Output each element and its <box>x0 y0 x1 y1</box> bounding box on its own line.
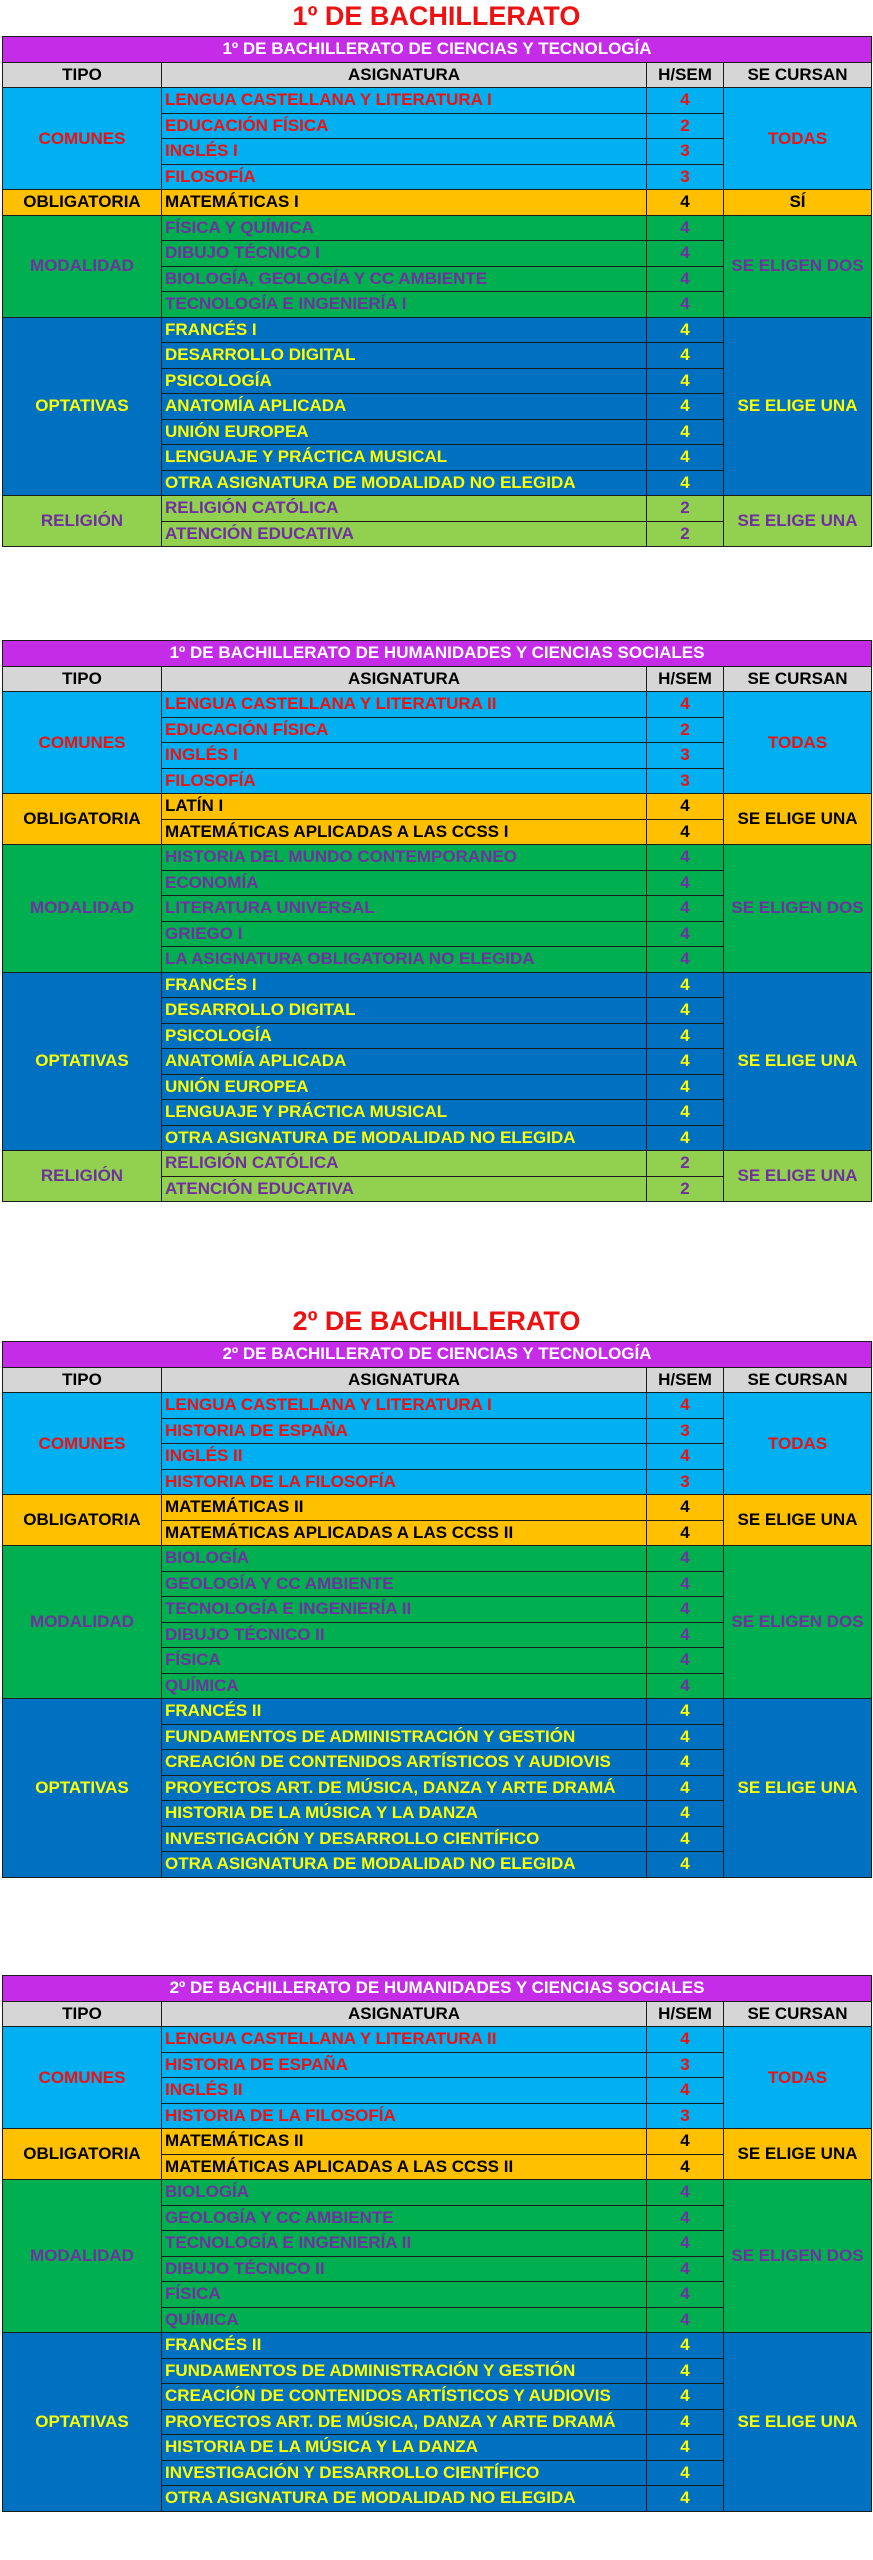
table-row <box>3 215 872 241</box>
hsem-cell: 4 <box>647 2180 724 2206</box>
section-title: 2º DE BACHILLERATO DE HUMANIDADES Y CIENCIAS SOCIALES <box>3 1976 872 2002</box>
hsem-cell: 4 <box>647 1648 724 1674</box>
tipo-cell: RELIGIÓN <box>3 496 162 547</box>
asignatura-cell: RELIGIÓN CATÓLICA <box>162 1151 647 1177</box>
asignatura-cell: ATENCIÓN EDUCATIVA <box>162 521 647 547</box>
hsem-cell: 2 <box>647 1151 724 1177</box>
table-row <box>3 1495 872 1521</box>
hsem-cell: 4 <box>647 1444 724 1470</box>
hsem-cell: 4 <box>647 1074 724 1100</box>
asignatura-cell: FRANCÉS II <box>162 2333 647 2359</box>
hsem-cell: 4 <box>647 2078 724 2104</box>
hsem-cell: 4 <box>647 215 724 241</box>
tipo-cell: OPTATIVAS <box>3 2333 162 2512</box>
schedule-table-1 <box>2 36 872 547</box>
hsem-cell: 4 <box>647 266 724 292</box>
asignatura-cell: LA ASIGNATURA OBLIGATORIA NO ELEGIDA <box>162 947 647 973</box>
asignatura-cell: ECONOMÍA <box>162 870 647 896</box>
cursan-cell: SÍ <box>724 190 872 216</box>
hsem-cell: 2 <box>647 717 724 743</box>
hsem-cell: 4 <box>647 88 724 114</box>
asignatura-cell: LENGUA CASTELLANA Y LITERATURA I <box>162 88 647 114</box>
tipo-cell: OPTATIVAS <box>3 1699 162 1878</box>
table-row <box>3 190 872 216</box>
asignatura-cell: ANATOMÍA APLICADA <box>162 1049 647 1075</box>
header-row <box>3 2001 872 2027</box>
cursan-cell: TODAS <box>724 88 872 190</box>
table-row <box>3 2027 872 2053</box>
main-title-2: 2º DE BACHILLERATO <box>292 1306 581 1336</box>
hsem-cell: 3 <box>647 2103 724 2129</box>
hsem-cell: 4 <box>647 368 724 394</box>
section-title: 1º DE BACHILLERATO DE HUMANIDADES Y CIENCIAS SOCIALES <box>3 641 872 667</box>
hsem-cell: 4 <box>647 1049 724 1075</box>
header-asignatura: ASIGNATURA <box>162 62 647 88</box>
asignatura-cell: DIBUJO TÉCNICO I <box>162 241 647 267</box>
header-tipo: TIPO <box>3 1367 162 1393</box>
tipo-cell: COMUNES <box>3 2027 162 2129</box>
asignatura-cell: FRANCÉS I <box>162 972 647 998</box>
hsem-cell: 4 <box>647 343 724 369</box>
hsem-cell: 4 <box>647 1546 724 1572</box>
hsem-cell: 4 <box>647 2282 724 2308</box>
table-row <box>3 2129 872 2155</box>
schedule-table-4 <box>2 1975 872 2512</box>
hsem-cell: 4 <box>647 1724 724 1750</box>
table-row <box>3 88 872 114</box>
header-cursan: SE CURSAN <box>724 1367 872 1393</box>
header-cursan: SE CURSAN <box>724 666 872 692</box>
hsem-cell: 4 <box>647 1125 724 1151</box>
cursan-cell: SE ELIGE UNA <box>724 794 872 845</box>
hsem-cell: 4 <box>647 1023 724 1049</box>
hsem-cell: 3 <box>647 1418 724 1444</box>
asignatura-cell: LITERATURA UNIVERSAL <box>162 896 647 922</box>
asignatura-cell: FILOSOFÍA <box>162 164 647 190</box>
hsem-cell: 4 <box>647 972 724 998</box>
cursan-cell: SE ELIGE UNA <box>724 1495 872 1546</box>
cursan-cell: SE ELIGEN DOS <box>724 1546 872 1699</box>
tipo-cell: MODALIDAD <box>3 845 162 973</box>
asignatura-cell: OTRA ASIGNATURA DE MODALIDAD NO ELEGIDA <box>162 1852 647 1878</box>
asignatura-cell: MATEMÁTICAS II <box>162 2129 647 2155</box>
hsem-cell: 3 <box>647 743 724 769</box>
hsem-cell: 4 <box>647 2384 724 2410</box>
asignatura-cell: OTRA ASIGNATURA DE MODALIDAD NO ELEGIDA <box>162 470 647 496</box>
table-row <box>3 1151 872 1177</box>
asignatura-cell: OTRA ASIGNATURA DE MODALIDAD NO ELEGIDA <box>162 1125 647 1151</box>
asignatura-cell: HISTORIA DE ESPAÑA <box>162 1418 647 1444</box>
asignatura-cell: LENGUA CASTELLANA Y LITERATURA I <box>162 1393 647 1419</box>
header-cursan: SE CURSAN <box>724 62 872 88</box>
tipo-cell: MODALIDAD <box>3 1546 162 1699</box>
header-tipo: TIPO <box>3 2001 162 2027</box>
header-hsem: H/SEM <box>647 2001 724 2027</box>
asignatura-cell: FILOSOFÍA <box>162 768 647 794</box>
hsem-cell: 4 <box>647 2435 724 2461</box>
hsem-cell: 4 <box>647 2358 724 2384</box>
asignatura-cell: OTRA ASIGNATURA DE MODALIDAD NO ELEGIDA <box>162 2486 647 2512</box>
hsem-cell: 4 <box>647 1801 724 1827</box>
section-title-row <box>3 1342 872 1368</box>
hsem-cell: 4 <box>647 1852 724 1878</box>
header-asignatura: ASIGNATURA <box>162 666 647 692</box>
hsem-cell: 3 <box>647 139 724 165</box>
tipo-cell: OBLIGATORIA <box>3 1495 162 1546</box>
hsem-cell: 4 <box>647 947 724 973</box>
table-row <box>3 692 872 718</box>
asignatura-cell: DIBUJO TÉCNICO II <box>162 2256 647 2282</box>
section-title-row <box>3 37 872 63</box>
tipo-cell: MODALIDAD <box>3 215 162 317</box>
header-hsem: H/SEM <box>647 666 724 692</box>
header-row <box>3 1367 872 1393</box>
asignatura-cell: TECNOLOGÍA E INGENIERÍA I <box>162 292 647 318</box>
asignatura-cell: ANATOMÍA APLICADA <box>162 394 647 420</box>
asignatura-cell: GEOLOGÍA Y CC AMBIENTE <box>162 1571 647 1597</box>
asignatura-cell: UNIÓN EUROPEA <box>162 419 647 445</box>
hsem-cell: 4 <box>647 2307 724 2333</box>
tipo-cell: OBLIGATORIA <box>3 2129 162 2180</box>
hsem-cell: 4 <box>647 692 724 718</box>
cursan-cell: SE ELIGEN DOS <box>724 215 872 317</box>
asignatura-cell: HISTORIA DEL MUNDO CONTEMPORANEO <box>162 845 647 871</box>
hsem-cell: 4 <box>647 896 724 922</box>
asignatura-cell: LENGUAJE Y PRÁCTICA MUSICAL <box>162 445 647 471</box>
hsem-cell: 3 <box>647 2052 724 2078</box>
asignatura-cell: DESARROLLO DIGITAL <box>162 998 647 1024</box>
asignatura-cell: HISTORIA DE LA FILOSOFÍA <box>162 1469 647 1495</box>
asignatura-cell: LENGUAJE Y PRÁCTICA MUSICAL <box>162 1100 647 1126</box>
asignatura-cell: MATEMÁTICAS APLICADAS A LAS CCSS II <box>162 1520 647 1546</box>
asignatura-cell: QUÍMICA <box>162 2307 647 2333</box>
hsem-cell: 4 <box>647 845 724 871</box>
hsem-cell: 4 <box>647 1100 724 1126</box>
table-row <box>3 794 872 820</box>
header-row <box>3 62 872 88</box>
asignatura-cell: FÍSICA <box>162 1648 647 1674</box>
hsem-cell: 3 <box>647 768 724 794</box>
cursan-cell: SE ELIGE UNA <box>724 1699 872 1878</box>
asignatura-cell: DIBUJO TÉCNICO II <box>162 1622 647 1648</box>
header-tipo: TIPO <box>3 666 162 692</box>
cursan-cell: SE ELIGE UNA <box>724 2129 872 2180</box>
tipo-cell: OPTATIVAS <box>3 317 162 496</box>
hsem-cell: 4 <box>647 1495 724 1521</box>
hsem-cell: 4 <box>647 2154 724 2180</box>
asignatura-cell: INVESTIGACIÓN Y DESARROLLO CIENTÍFICO <box>162 2460 647 2486</box>
header-asignatura: ASIGNATURA <box>162 1367 647 1393</box>
cursan-cell: SE ELIGE UNA <box>724 972 872 1151</box>
table-row <box>3 972 872 998</box>
tipo-cell: OBLIGATORIA <box>3 794 162 845</box>
asignatura-cell: TECNOLOGÍA E INGENIERÍA II <box>162 1597 647 1623</box>
asignatura-cell: FÍSICA Y QUÍMICA <box>162 215 647 241</box>
hsem-cell: 4 <box>647 445 724 471</box>
asignatura-cell: BIOLOGÍA <box>162 2180 647 2206</box>
cursan-cell: TODAS <box>724 692 872 794</box>
cursan-cell: SE ELIGE UNA <box>724 1151 872 1202</box>
main-title-1: 1º DE BACHILLERATO <box>292 1 581 31</box>
cursan-cell: TODAS <box>724 2027 872 2129</box>
asignatura-cell: MATEMÁTICAS II <box>162 1495 647 1521</box>
tipo-cell: RELIGIÓN <box>3 1151 162 1202</box>
hsem-cell: 3 <box>647 1469 724 1495</box>
hsem-cell: 4 <box>647 1571 724 1597</box>
tipo-cell: OBLIGATORIA <box>3 190 162 216</box>
hsem-cell: 4 <box>647 2256 724 2282</box>
hsem-cell: 4 <box>647 241 724 267</box>
asignatura-cell: CREACIÓN DE CONTENIDOS ARTÍSTICOS Y AUDIOVIS <box>162 2384 647 2410</box>
hsem-cell: 4 <box>647 2231 724 2257</box>
table-row <box>3 496 872 522</box>
hsem-cell: 4 <box>647 1699 724 1725</box>
hsem-cell: 2 <box>647 113 724 139</box>
hsem-cell: 4 <box>647 998 724 1024</box>
cursan-cell: SE ELIGE UNA <box>724 496 872 547</box>
asignatura-cell: DESARROLLO DIGITAL <box>162 343 647 369</box>
schedule-table-2 <box>2 640 872 1202</box>
hsem-cell: 4 <box>647 1597 724 1623</box>
header-cursan: SE CURSAN <box>724 2001 872 2027</box>
asignatura-cell: BIOLOGÍA, GEOLOGÍA Y CC AMBIENTE <box>162 266 647 292</box>
asignatura-cell: QUÍMICA <box>162 1673 647 1699</box>
asignatura-cell: PROYECTOS ART. DE MÚSICA, DANZA Y ARTE DRAMÁ <box>162 1775 647 1801</box>
table-row <box>3 1699 872 1725</box>
hsem-cell: 4 <box>647 2409 724 2435</box>
hsem-cell: 2 <box>647 1176 724 1202</box>
asignatura-cell: GEOLOGÍA Y CC AMBIENTE <box>162 2205 647 2231</box>
hsem-cell: 2 <box>647 496 724 522</box>
asignatura-cell: INGLÉS II <box>162 1444 647 1470</box>
asignatura-cell: PSICOLOGÍA <box>162 368 647 394</box>
asignatura-cell: HISTORIA DE LA MÚSICA Y LA DANZA <box>162 2435 647 2461</box>
asignatura-cell: UNIÓN EUROPEA <box>162 1074 647 1100</box>
cursan-cell: SE ELIGE UNA <box>724 317 872 496</box>
hsem-cell: 4 <box>647 1393 724 1419</box>
header-hsem: H/SEM <box>647 62 724 88</box>
hsem-cell: 4 <box>647 1826 724 1852</box>
hsem-cell: 4 <box>647 2460 724 2486</box>
hsem-cell: 3 <box>647 164 724 190</box>
table-row <box>3 845 872 871</box>
section-title-row <box>3 641 872 667</box>
hsem-cell: 4 <box>647 419 724 445</box>
asignatura-cell: GRIEGO I <box>162 921 647 947</box>
asignatura-cell: INGLÉS I <box>162 743 647 769</box>
tipo-cell: MODALIDAD <box>3 2180 162 2333</box>
hsem-cell: 4 <box>647 2333 724 2359</box>
asignatura-cell: HISTORIA DE LA FILOSOFÍA <box>162 2103 647 2129</box>
table-row <box>3 317 872 343</box>
hsem-cell: 4 <box>647 2486 724 2512</box>
asignatura-cell: MATEMÁTICAS APLICADAS A LAS CCSS II <box>162 2154 647 2180</box>
cursan-cell: SE ELIGE UNA <box>724 2333 872 2512</box>
hsem-cell: 4 <box>647 292 724 318</box>
hsem-cell: 4 <box>647 2205 724 2231</box>
asignatura-cell: MATEMÁTICAS I <box>162 190 647 216</box>
hsem-cell: 4 <box>647 470 724 496</box>
table-row <box>3 2180 872 2206</box>
tipo-cell: COMUNES <box>3 1393 162 1495</box>
table-row <box>3 2333 872 2359</box>
hsem-cell: 4 <box>647 794 724 820</box>
asignatura-cell: MATEMÁTICAS APLICADAS A LAS CCSS I <box>162 819 647 845</box>
cursan-cell: SE ELIGEN DOS <box>724 845 872 973</box>
cursan-cell: SE ELIGEN DOS <box>724 2180 872 2333</box>
asignatura-cell: EDUCACIÓN FÍSICA <box>162 717 647 743</box>
asignatura-cell: LATÍN I <box>162 794 647 820</box>
header-row <box>3 666 872 692</box>
tipo-cell: OPTATIVAS <box>3 972 162 1151</box>
asignatura-cell: FÍSICA <box>162 2282 647 2308</box>
asignatura-cell: FUNDAMENTOS DE ADMINISTRACIÓN Y GESTIÓN <box>162 2358 647 2384</box>
section-title-row <box>3 1976 872 2002</box>
asignatura-cell: INGLÉS II <box>162 2078 647 2104</box>
asignatura-cell: FUNDAMENTOS DE ADMINISTRACIÓN Y GESTIÓN <box>162 1724 647 1750</box>
hsem-cell: 4 <box>647 819 724 845</box>
table-row <box>3 1546 872 1572</box>
hsem-cell: 4 <box>647 394 724 420</box>
header-tipo: TIPO <box>3 62 162 88</box>
hsem-cell: 2 <box>647 521 724 547</box>
asignatura-cell: LENGUA CASTELLANA Y LITERATURA II <box>162 2027 647 2053</box>
asignatura-cell: PROYECTOS ART. DE MÚSICA, DANZA Y ARTE DRAMÁ <box>162 2409 647 2435</box>
header-hsem: H/SEM <box>647 1367 724 1393</box>
hsem-cell: 4 <box>647 921 724 947</box>
asignatura-cell: PSICOLOGÍA <box>162 1023 647 1049</box>
asignatura-cell: BIOLOGÍA <box>162 1546 647 1572</box>
asignatura-cell: LENGUA CASTELLANA Y LITERATURA II <box>162 692 647 718</box>
hsem-cell: 4 <box>647 1622 724 1648</box>
hsem-cell: 4 <box>647 1520 724 1546</box>
asignatura-cell: FRANCÉS II <box>162 1699 647 1725</box>
asignatura-cell: EDUCACIÓN FÍSICA <box>162 113 647 139</box>
asignatura-cell: FRANCÉS I <box>162 317 647 343</box>
asignatura-cell: TECNOLOGÍA E INGENIERÍA II <box>162 2231 647 2257</box>
hsem-cell: 4 <box>647 870 724 896</box>
section-title: 1º DE BACHILLERATO DE CIENCIAS Y TECNOLOGÍA <box>3 37 872 63</box>
schedule-table-3 <box>2 1341 872 1878</box>
hsem-cell: 4 <box>647 2129 724 2155</box>
hsem-cell: 4 <box>647 1750 724 1776</box>
hsem-cell: 4 <box>647 2027 724 2053</box>
asignatura-cell: INVESTIGACIÓN Y DESARROLLO CIENTÍFICO <box>162 1826 647 1852</box>
hsem-cell: 4 <box>647 317 724 343</box>
hsem-cell: 4 <box>647 1673 724 1699</box>
hsem-cell: 4 <box>647 190 724 216</box>
asignatura-cell: INGLÉS I <box>162 139 647 165</box>
asignatura-cell: RELIGIÓN CATÓLICA <box>162 496 647 522</box>
hsem-cell: 4 <box>647 1775 724 1801</box>
tipo-cell: COMUNES <box>3 88 162 190</box>
asignatura-cell: HISTORIA DE ESPAÑA <box>162 2052 647 2078</box>
table-row <box>3 1393 872 1419</box>
header-asignatura: ASIGNATURA <box>162 2001 647 2027</box>
asignatura-cell: ATENCIÓN EDUCATIVA <box>162 1176 647 1202</box>
tipo-cell: COMUNES <box>3 692 162 794</box>
asignatura-cell: HISTORIA DE LA MÚSICA Y LA DANZA <box>162 1801 647 1827</box>
cursan-cell: TODAS <box>724 1393 872 1495</box>
asignatura-cell: CREACIÓN DE CONTENIDOS ARTÍSTICOS Y AUDIOVIS <box>162 1750 647 1776</box>
section-title: 2º DE BACHILLERATO DE CIENCIAS Y TECNOLOGÍA <box>3 1342 872 1368</box>
